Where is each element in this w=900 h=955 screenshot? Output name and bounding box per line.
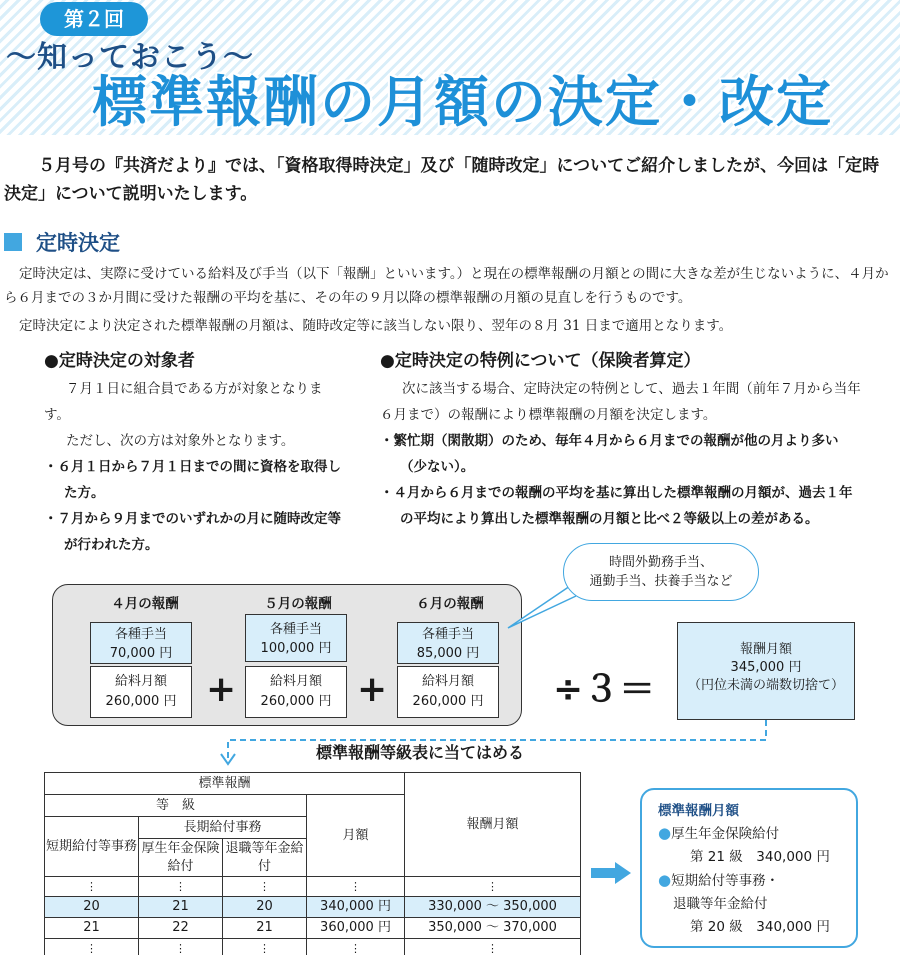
exclusion-item: ・６月１日から７月１日までの間に資格を取得した方。 xyxy=(44,459,341,501)
card-title: 標準報酬月額 xyxy=(658,803,739,819)
special-case-text: 次に該当する場合、定時決定の特例として、過去１年間（前年７月から当年６月まで）の報酬により標準報酬の月額を決定します。 xyxy=(380,381,861,423)
table-header-monthly: 月額 xyxy=(307,795,405,877)
month-label-april: ４月の報酬 xyxy=(111,596,179,612)
allowance-box-june: 各種手当 85,000 円 xyxy=(397,622,499,664)
card-item-value: 第 20 級 340,000 円 xyxy=(690,919,830,935)
allowance-box-april: 各種手当 70,000 円 xyxy=(90,622,192,664)
target-persons-heading: ●定時決定の対象者 xyxy=(44,351,195,371)
grade-table xyxy=(44,772,581,955)
target-persons-column xyxy=(44,346,344,558)
arrow-right-icon xyxy=(591,862,631,884)
special-case-column xyxy=(380,346,864,532)
table-row-ellipsis: ⋮ ⋮ ⋮ ⋮ ⋮ xyxy=(45,939,581,955)
section-marker-icon xyxy=(4,233,22,251)
month-label-june: ６月の報酬 xyxy=(416,596,484,612)
page-title: 標準報酬の月額の決定・改定 xyxy=(92,70,834,134)
table-row-ellipsis: ⋮ ⋮ ⋮ ⋮ ⋮ xyxy=(45,877,581,897)
table-header-taishoku: 退職等年金給付 xyxy=(223,839,307,877)
table-caption: 標準報酬等級表に当てはめる xyxy=(316,743,525,762)
salary-box-may: 給料月額 260,000 円 xyxy=(245,666,347,718)
table-header-grade: 等 級 xyxy=(45,795,307,817)
plus-sign: + xyxy=(357,669,388,710)
card-item-value: 第 21 級 340,000 円 xyxy=(690,849,830,865)
card-item: ●厚生年金保険給付 xyxy=(658,824,780,842)
salary-box-june: 給料月額 260,000 円 xyxy=(397,666,499,718)
divide-equals-sign: ÷３＝ xyxy=(553,669,656,710)
table-header-long-term: 長期給付事務 xyxy=(139,817,307,839)
section-heading-text: 定時決定 xyxy=(36,231,120,255)
table-header-standard: 標準報酬 xyxy=(45,773,405,795)
exclusion-item: ・７月から９月までのいずれかの月に随時改定等が行われた方。 xyxy=(44,511,341,553)
allowance-box-may: 各種手当 100,000 円 xyxy=(245,614,347,662)
section-paragraph-1: 定時決定は、実際に受けている給料及び手当（以下「報酬」といいます。）と現在の標準報酬の月額との間に大きな差が生じないように、４月から６月までの３か月間に受けた報酬の平均を基に、その年の９月以降の標準報酬の月額の見直しを行うものです。 xyxy=(4,266,889,306)
target-persons-text: ７月１日に組合員である方が対象となります。 xyxy=(44,381,323,423)
table-row: 21 22 21 360,000 円 350,000 ～ 370,000 xyxy=(45,918,581,939)
month-label-may: ５月の報酬 xyxy=(264,596,332,612)
card-item: ●短期給付等事務・ xyxy=(658,871,780,889)
plus-sign: + xyxy=(206,669,237,710)
intro-text: ５月号の『共済だより』では、「資格取得時決定」及び「随時改定」についてご紹介しましたが、今回は「定時決定」について説明いたします。 xyxy=(4,156,880,204)
table-header-short-term: 短期給付等事務 xyxy=(45,817,139,877)
table-row: 20 21 20 340,000 円 330,000 ～ 350,000 xyxy=(45,897,581,918)
salary-box-april: 給料月額 260,000 円 xyxy=(90,666,192,718)
special-case-heading: ●定時決定の特例について（保険者算定） xyxy=(380,351,701,371)
exclusion-intro: ただし、次の方は対象外となります。 xyxy=(66,433,295,449)
special-case-item: ・４月から６月までの報酬の平均を基に算出した標準報酬の月額が、過去１年の平均により算出した標準報酬の月額と比べ２等級以上の差がある。 xyxy=(380,485,853,527)
standard-pay-result-card xyxy=(640,788,858,948)
table-header-kousei: 厚生年金保険給付 xyxy=(139,839,223,877)
special-case-item: ・繁忙期（閑散期）のため、毎年４月から６月までの報酬が他の月より多い（少ない）。 xyxy=(380,433,839,475)
section-paragraph-2: 定時決定により決定された標準報酬の月額は、随時改定等に該当しない限り、翌年の８月 31 日まで適用となります。 xyxy=(19,318,733,334)
card-item-continued: 退職等年金給付 xyxy=(673,896,768,912)
issue-badge: 第２回 xyxy=(40,2,148,36)
section-heading xyxy=(4,228,120,256)
table-header-range: 報酬月額 xyxy=(405,773,581,877)
allowance-note-bubble: 時間外勤務手当、 通勤手当、扶養手当など xyxy=(563,543,759,601)
average-result-box: 報酬月額 345,000 円 （円位未満の端数切捨て） xyxy=(677,622,855,720)
series-subtitle: ～知っておこう～ xyxy=(6,40,254,75)
bullet-dot-icon: ● xyxy=(658,824,672,842)
bullet-dot-icon: ● xyxy=(658,871,672,889)
